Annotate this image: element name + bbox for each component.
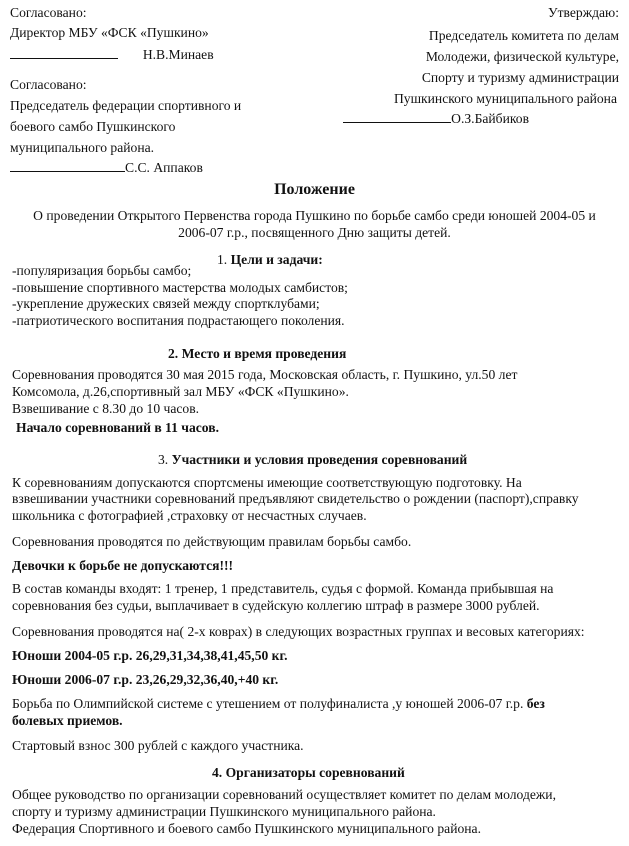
document-title: Положение <box>274 181 355 198</box>
section-4-heading: 4. Организаторы соревнований <box>212 765 405 780</box>
organizers-line: спорту и туризму администрации Пушкинского муниципального района. <box>12 804 436 819</box>
goal-item: -укрепление дружеских связей между спортклубами; <box>12 296 320 311</box>
entry-fee: Стартовый взнос 300 рублей с каждого участника. <box>12 738 304 753</box>
approval-position-line: муниципального района. <box>10 140 155 155</box>
olympic-system-line-2: болевых приемов. <box>12 713 123 728</box>
team-line: соревнования без судьи, выплачивает в судейскую коллегию штраф в размере 3000 рублей. <box>12 598 540 613</box>
section-number: 1. <box>217 252 228 267</box>
approval-signature-line <box>343 112 529 126</box>
approval-position-line: Молодежи, физической культуре, <box>425 49 619 64</box>
approval-position-line: Пушкинского муниципального района <box>393 91 617 106</box>
olympic-bold: без <box>526 696 545 711</box>
groups-intro: Соревнования проводятся на( 2-х коврах) в следующих возрастных группах и весовых категориях: <box>12 624 585 639</box>
approval-position-line: Председатель комитета по делам <box>428 28 619 43</box>
start-time: Начало соревнований в 11 часов. <box>16 420 219 435</box>
approval-signature-name: О.З.Байбиков <box>451 111 529 126</box>
age-group-line: Юноши 2004-05 г.р. 26,29,31,34,38,41,45,50 кг. <box>12 648 288 663</box>
participants-line: взвешивании участники соревнований предъявляют свидетельство о рождении (паспорт),справку <box>12 491 579 506</box>
age-group-line: Юноши 2006-07 г.р. 23,26,29,32,36,40,+40 кг. <box>12 672 279 687</box>
participants-line: К соревнованиям допускаются спортсмены имеющие соответствующую подготовку. На <box>12 475 522 490</box>
approval-signature-name: С.С. Аппаков <box>125 160 203 175</box>
goal-item: -повышение спортивного мастерства молодых самбистов; <box>12 280 348 295</box>
participants-line: школьника с фотографией ,страховку от несчастных случаев. <box>12 508 367 523</box>
girls-notice: Девочки к борьбе не допускаются!!! <box>12 558 234 573</box>
olympic-system-line <box>12 697 545 711</box>
organizers-line: Общее руководство по организации соревнований осуществляет комитет по делам молодежи, <box>12 787 556 802</box>
olympic-text: Борьба по Олимпийской системе с утешением от полуфиналиста ,у юношей 2006-07 г.р. <box>12 696 524 711</box>
goal-item: -патриотического воспитания подрастающего поколения. <box>12 313 345 328</box>
document-subtitle <box>20 208 609 242</box>
approval-position-line: боевого самбо Пушкинского <box>10 119 176 134</box>
section-title: Участники и условия проведения соревнований <box>171 452 468 467</box>
section-2-heading: 2. Место и время проведения <box>168 346 347 361</box>
weigh-in-line: Взвешивание с 8.30 до 10 часов. <box>12 401 200 416</box>
team-line: В состав команды входят: 1 тренер, 1 представитель, судья с формой. Команда прибывшая на <box>12 581 554 596</box>
approval-heading: Согласовано: <box>10 5 87 20</box>
section-1-heading <box>217 253 323 267</box>
section-3-heading <box>158 453 467 467</box>
approval-heading: Утверждаю: <box>547 5 619 20</box>
signature-blank <box>10 48 118 59</box>
approval-position-line: Спорту и туризму администрации <box>421 70 619 85</box>
signature-blank <box>10 161 125 172</box>
approval-signature-name: Н.В.Минаев <box>142 47 214 62</box>
subtitle-line: О проведении Открытого Первенства города Пушкино по борьбе самбо среди юношей 2004-05 и <box>33 208 596 223</box>
subtitle-line: 2006-07 г.р., посвященного Дню защиты детей. <box>178 224 451 240</box>
venue-line: Соревнования проводятся 30 мая 2015 года, Московская область, г. Пушкино, ул.50 лет <box>12 367 518 382</box>
organizers-line: Федерация Спортивного и боевого самбо Пушкинского муниципального района. <box>12 821 481 836</box>
signature-blank <box>343 112 451 123</box>
approval-signature-line <box>10 161 203 175</box>
approval-heading: Согласовано: <box>10 77 87 92</box>
approval-signature-line <box>10 48 214 62</box>
approval-position-line: Председатель федерации спортивного и <box>10 98 242 113</box>
venue-line: Комсомола, д.26,спортивный зал МБУ «ФСК «Пушкино». <box>12 384 349 399</box>
rules-line: Соревнования проводятся по действующим правилам борьбы самбо. <box>12 534 412 549</box>
section-number: 3. <box>158 452 169 467</box>
goal-item: -популяризация борьбы самбо; <box>12 263 192 278</box>
section-title: Цели и задачи: <box>230 252 323 267</box>
approval-position: Директор МБУ «ФСК «Пушкино» <box>10 25 209 40</box>
